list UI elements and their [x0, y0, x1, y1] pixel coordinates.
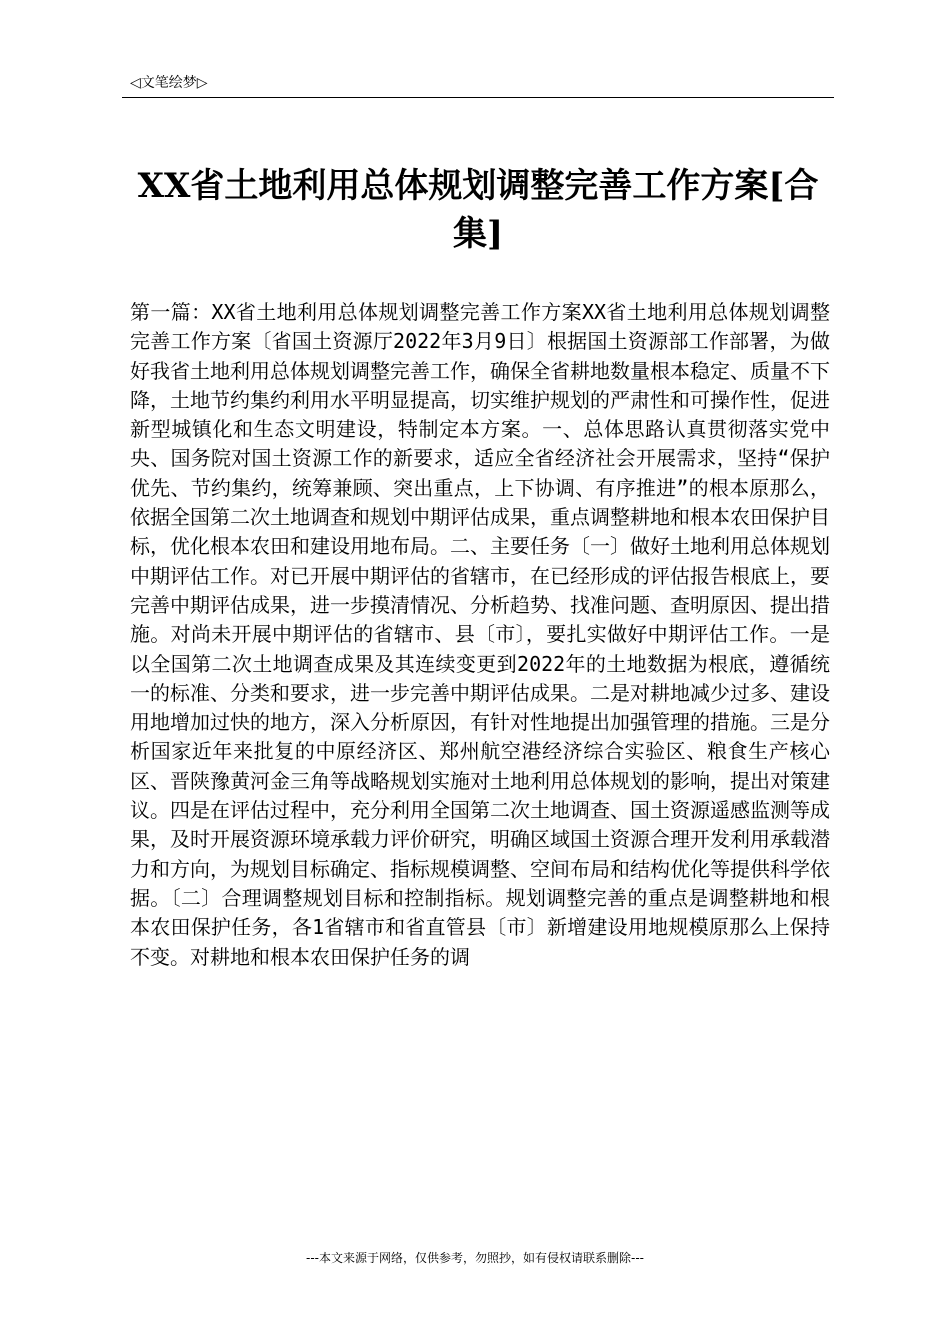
- document-title-line-2: 集]: [452, 214, 504, 254]
- document-body: 第一篇：XX省土地利用总体规划调整完善工作方案XX省土地利用总体规划调整完善工作方案〔省国土资源厅2022年3月9日〕根据国土资源部工作部署，为做好我省土地利用总体规划调整完善工作，确保全省耕地数量根本稳定、质量不下降，土地节约集约利用水平明显提高，切实维护规划的严肃性和可操作性，促进新型城镇化和生态文明建设，特制定本方案。一、总体思路认真贯彻落实党中央、国务院对国土资源工作的新要求，适应全省经济社会开展需求，坚持“保护优先、节约集约，统筹兼顾、突出重点，上下协调、有序推进”的根本原那么，依据全国第二次土地调查和规划中期评估成果，重点调整耕地和根本农田保护目标，优化根本农田和建设用地布局。二、主要任务〔一〕做好土地利用总体规划中期评估工作。对已开展中期评估的省辖市，在已经形成的评估报告根底上，要完善中期评估成果，进一步摸清情况、分析趋势、找准问题、查明原因、提出措施。对尚未开展中期评估的省辖市、县〔市〕，要扎实做好中期评估工作。一是以全国第二次土地调查成果及其连续变更到2022年的土地数据为根底，遵循统一的标准、分类和要求，进一步完善中期评估成果。二是对耕地减少过多、建设用地增加过快的地方，深入分析原因，有针对性地提出加强管理的措施。三是分析国家近年来批复的中原经济区、郑州航空港经济综合实验区、粮食生产核心区、晋陕豫黄河金三角等战略规划实施对土地利用总体规划的影响，提出对策建议。四是在评估过程中，充分利用全国第二次土地调查、国土资源遥感监测等成果，及时开展资源环境承载力评价研究，明确区域国土资源合理开发利用承载潜力和方向，为规划目标确定、指标规模调整、空间布局和结构优化等提供科学依据。〔二〕合理调整规划目标和控制指标。规划调整完善的重点是调整耕地和根本农田保护任务，各1省辖市和省直管县〔市〕新增建设用地规模原那么上保持不变。对耕地和根本农田保护任务的调: [130, 300, 830, 969]
- page-footer: ---本文来源于网络，仅供参考，勿照抄，如有侵权请联系删除---: [306, 1251, 644, 1265]
- header-divider: [122, 97, 834, 98]
- document-title: [122, 162, 834, 258]
- page-header: ◁文笔绘梦▷: [130, 75, 208, 91]
- document-title-line-1: XX省土地利用总体规划调整完善工作方案[合: [137, 166, 819, 206]
